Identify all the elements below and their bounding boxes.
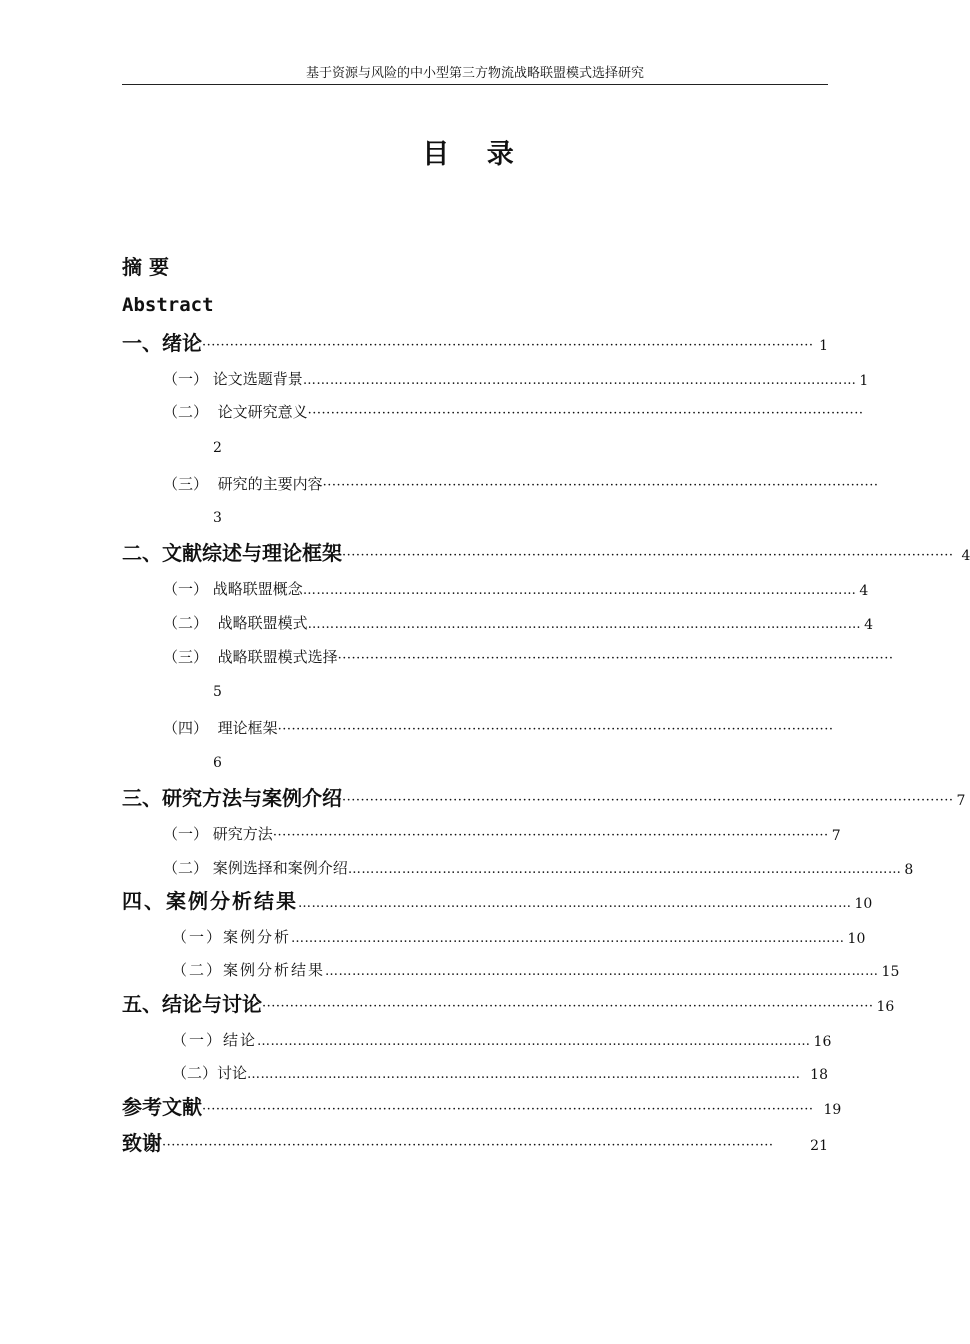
dot-leader: ····································································································································: [342, 548, 954, 563]
dot-leader: ……………………………………………………………………………………………………………: [247, 1067, 801, 1082]
toc-entry-label: 战略联盟概念: [212, 580, 303, 598]
toc-entry-ch2-1[interactable]: [163, 577, 869, 599]
toc-entry-ch2-4[interactable]: [163, 716, 834, 738]
toc-entry-label: 研究的主要内容: [217, 475, 323, 493]
toc-entry-ch3-2[interactable]: [163, 856, 914, 878]
toc-entry-ch1-1[interactable]: [163, 367, 869, 389]
section-number: （二）: [163, 614, 209, 632]
toc-entry-ch4-2[interactable]: [172, 958, 900, 980]
section-number: （二）: [163, 403, 209, 421]
section-number: （一）: [163, 370, 209, 388]
toc-page-number: 21: [810, 1138, 828, 1154]
toc-entry-label: 参考文献: [122, 1095, 202, 1119]
dot-leader: ····································································································································: [202, 1102, 814, 1117]
toc-page-number: 4: [961, 548, 970, 564]
dot-leader: ……………………………………………………………………………………………………………: [347, 862, 902, 877]
toc-page-number: 1: [819, 338, 828, 354]
toc-entry-ch5-2[interactable]: [172, 1061, 828, 1083]
toc-page-number: 2: [213, 440, 222, 456]
toc-entry-label: 二、文献综述与理论框架: [122, 541, 342, 565]
toc-entry-ch2-3[interactable]: [163, 645, 894, 667]
toc-page-number: 15: [881, 964, 900, 980]
toc-page-number: 10: [854, 896, 873, 912]
dot-leader: ························································································································: [307, 406, 864, 421]
toc-entry-label: 战略联盟模式选择: [217, 648, 338, 666]
dot-leader: ····································································································································: [202, 338, 814, 353]
toc-entry-references[interactable]: [122, 1095, 842, 1119]
dot-leader: ……………………………………………………………………………………………………………: [257, 1034, 811, 1049]
section-number: （二）: [172, 961, 224, 979]
toc-entry-label: 论文选题背景: [212, 370, 303, 388]
section-number: （三）: [163, 475, 209, 493]
toc-entry-label: 研究方法: [212, 825, 273, 843]
toc-entry-ch5-1[interactable]: [172, 1028, 832, 1050]
toc-entry-ch1-2[interactable]: [163, 400, 864, 422]
toc-page-number: 8: [904, 862, 914, 878]
toc-page-number: 16: [813, 1034, 832, 1050]
toc-entry-ch5[interactable]: [122, 992, 895, 1016]
toc-entry-label: 讨论: [217, 1064, 248, 1082]
toc-page-number: 19: [823, 1102, 842, 1118]
toc-entry-label: 摘 要: [122, 255, 169, 279]
toc-entry-label: 三、研究方法与案例介绍: [122, 786, 342, 810]
dot-leader: ························································································································: [272, 828, 829, 843]
dot-leader: ……………………………………………………………………………………………………………: [307, 617, 862, 632]
toc-page-number: 4: [864, 617, 873, 633]
toc-page-number: 18: [810, 1067, 828, 1083]
toc-entry-label: 一、绪论: [122, 331, 202, 355]
toc-page-number: 1: [859, 373, 869, 389]
toc-page-number: 5: [213, 684, 222, 700]
toc-entry-label: 理论框架: [217, 719, 278, 737]
toc-entry-ch3[interactable]: [122, 786, 966, 810]
toc-entry-ch1[interactable]: [122, 332, 828, 354]
dot-leader: ……………………………………………………………………………………………………………: [325, 964, 879, 979]
toc-entry-ch4-1[interactable]: [172, 925, 866, 947]
section-number: （一）: [163, 825, 209, 843]
dot-leader: ····································································································································: [342, 793, 954, 808]
section-number: （一）: [172, 1031, 224, 1049]
toc-entry-label: 四、案例分析结果: [122, 889, 298, 913]
toc-entry-label: 论文研究意义: [217, 403, 308, 421]
dot-leader: ························································································································: [337, 651, 894, 666]
dot-leader: ························································································································: [277, 722, 834, 737]
dot-leader: ……………………………………………………………………………………………………………: [291, 931, 845, 946]
toc-entry-label: 案例分析: [223, 928, 292, 946]
section-number: （二）: [163, 859, 209, 877]
toc-entry-label: 案例分析结果: [223, 961, 326, 979]
section-number: （一）: [172, 928, 224, 946]
toc-page-number: 4: [859, 583, 869, 599]
toc-entry-abstract-cn[interactable]: [122, 256, 169, 278]
toc-entry-label: 案例选择和案例介绍: [212, 859, 348, 877]
toc-page-number: 3: [213, 510, 222, 526]
toc-entry-ch3-1[interactable]: [163, 822, 841, 844]
toc-entry-ch2[interactable]: [122, 541, 970, 565]
toc-page-number: 16: [876, 999, 895, 1015]
toc-entry-ch2-2[interactable]: [163, 611, 873, 633]
toc-page-number: 7: [956, 793, 966, 809]
toc-entry-abstract-en[interactable]: Abstract: [122, 294, 214, 316]
toc-entry-label: 五、结论与讨论: [122, 992, 262, 1016]
dot-leader: ····································································································································: [262, 999, 874, 1014]
section-number: （一）: [163, 580, 209, 598]
toc-entry-acknowledgements[interactable]: [122, 1132, 828, 1154]
running-header: 基于资源与风险的中小型第三方物流战略联盟模式选择研究: [122, 64, 828, 85]
dot-leader: ························································································································: [322, 478, 879, 493]
dot-leader: ····································································································································: [162, 1138, 774, 1153]
section-number: （四）: [163, 719, 209, 737]
toc-page-number: 10: [847, 931, 866, 947]
section-number: （二）: [172, 1064, 218, 1082]
toc-entry-label: 战略联盟模式: [217, 614, 308, 632]
toc-entry-label: 结论: [223, 1031, 258, 1049]
toc-entry-ch1-3[interactable]: [163, 472, 879, 494]
dot-leader: ……………………………………………………………………………………………………………: [298, 896, 852, 911]
toc-title: 目 录: [422, 139, 528, 170]
toc-page-number: 7: [831, 828, 841, 844]
dot-leader: ……………………………………………………………………………………………………………: [302, 583, 857, 598]
toc-entry-label: 致谢: [122, 1131, 162, 1155]
toc-page-number: 6: [213, 755, 222, 771]
dot-leader: ……………………………………………………………………………………………………………: [302, 373, 857, 388]
section-number: （三）: [163, 648, 209, 666]
toc-entry-ch4[interactable]: [122, 889, 873, 913]
